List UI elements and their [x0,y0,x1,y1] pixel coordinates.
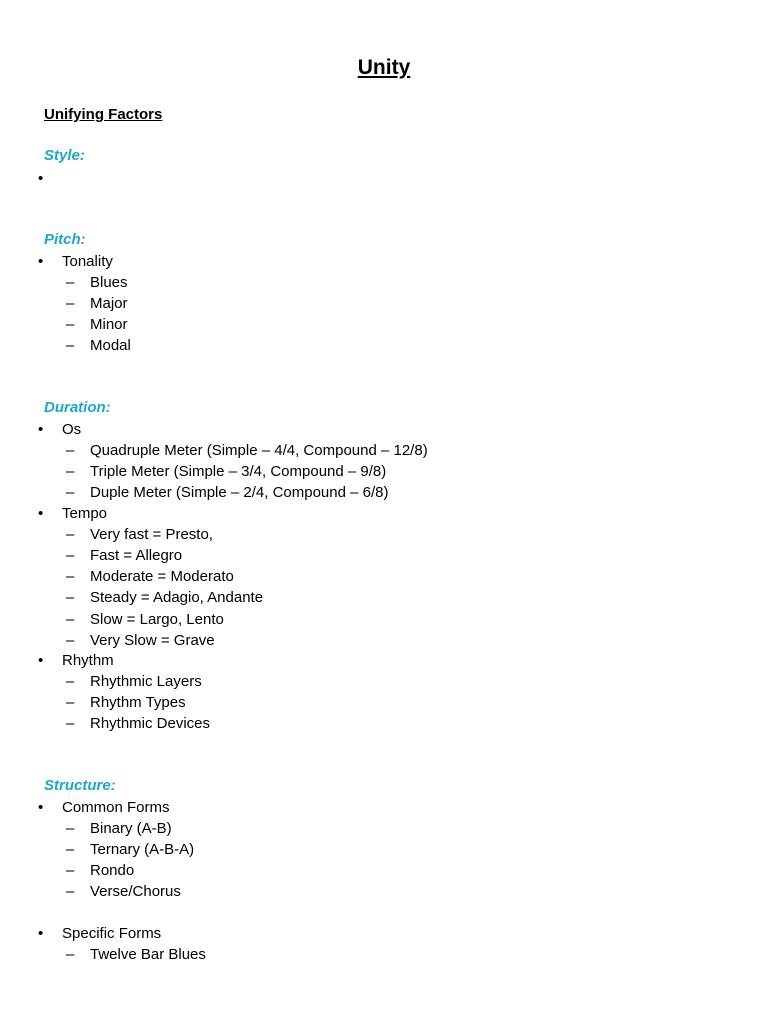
sub-list-item: Rhythmic Layers [90,673,202,690]
sub-list-item: Very fast = Presto, [90,526,213,543]
bullet-icon: • [38,421,44,438]
sub-list-item: Fast = Allegro [90,547,183,564]
sub-list-item: Verse/Chorus [90,883,181,900]
bullet-icon: • [38,253,44,270]
bullet-icon: • [38,925,44,942]
dash-icon: – [66,862,75,879]
dash-icon: – [66,589,75,606]
sub-list-item: Moderate = Moderato [90,568,234,585]
sub-list-item: Rondo [90,862,135,879]
list-item: Rhythm [62,652,114,669]
sub-list-item: Steady = Adagio, Andante [90,589,264,606]
dash-icon: – [66,274,75,291]
sub-list-item: Slow = Largo, Lento [90,611,224,628]
sub-list-item: Triple Meter (Simple – 3/4, Compound – 9/8) [90,463,387,480]
dash-icon: – [66,632,75,649]
sub-list-item: Rhythmic Devices [90,715,211,732]
dash-icon: – [66,820,75,837]
sub-list-item: Rhythm Types [90,694,186,711]
sub-list-item: Very Slow = Grave [90,632,215,649]
dash-icon: – [66,484,75,501]
sub-list-item: Twelve Bar Blues [90,946,206,963]
section-heading: Style: [44,147,85,164]
list-item: Common Forms [62,799,170,816]
dash-icon: – [66,337,75,354]
list-item: Specific Forms [62,925,162,942]
dash-icon: – [66,841,75,858]
list-item: Tonality [62,253,113,270]
sub-list-item: Modal [90,337,131,354]
dash-icon: – [66,946,75,963]
bullet-icon: • [38,170,44,187]
sub-list-item: Minor [90,316,128,333]
sub-list-item: Binary (A-B) [90,820,172,837]
list-item: Tempo [62,505,108,522]
dash-icon: – [66,463,75,480]
dash-icon: – [66,694,75,711]
dash-icon: – [66,316,75,333]
dash-icon: – [66,526,75,543]
dash-icon: – [66,568,75,585]
bullet-icon: • [38,799,44,816]
page-title: Unity [357,56,411,79]
dash-icon: – [66,442,75,459]
dash-icon: – [66,295,75,312]
dash-icon: – [66,715,75,732]
dash-icon: – [66,673,75,690]
list-item: Os [62,421,82,438]
dash-icon: – [66,883,75,900]
section-heading: Duration: [44,399,111,416]
section-heading: Structure: [44,777,116,794]
sub-list-item: Ternary (A-B-A) [90,841,195,858]
bullet-icon: • [38,505,44,522]
sub-list-item: Major [90,295,128,312]
bullet-icon: • [38,652,44,669]
dash-icon: – [66,611,75,628]
sub-list-item: Blues [90,274,128,291]
dash-icon: – [66,547,75,564]
sub-list-item: Duple Meter (Simple – 2/4, Compound – 6/8) [90,484,389,501]
section-heading: Pitch: [44,231,86,248]
page-subtitle: Unifying Factors [44,106,163,123]
sub-list-item: Quadruple Meter (Simple – 4/4, Compound – 12/8) [90,442,428,459]
